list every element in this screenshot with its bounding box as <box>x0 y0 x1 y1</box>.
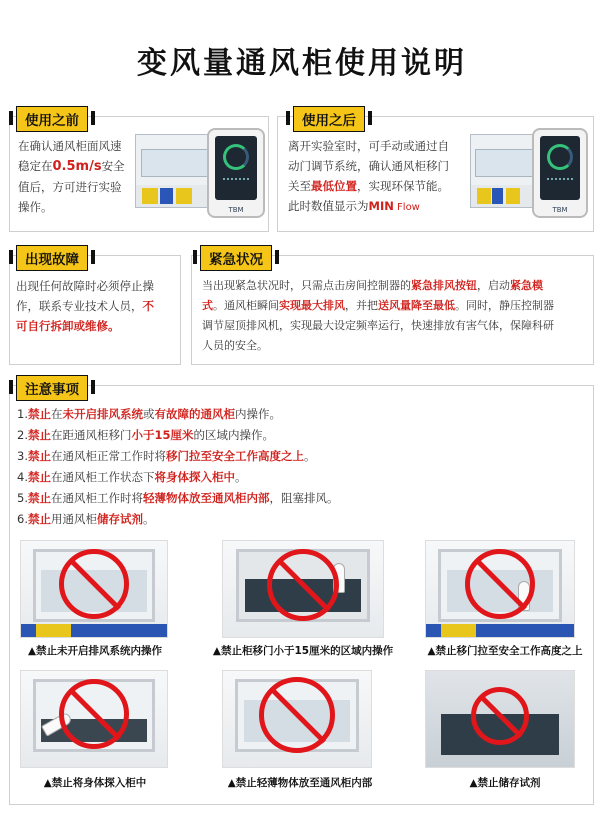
min-supply-text: 送风量降至最低 <box>378 299 455 312</box>
after-line-3 <box>288 176 478 196</box>
emergency-text <box>202 276 592 356</box>
note-item-b: 在通风柜工作状态下 <box>50 470 155 484</box>
prohibited-icon <box>59 549 129 619</box>
fault-line-2a: 作，联系专业技术人员， <box>16 299 143 313</box>
fume-hood-device-image <box>135 126 265 222</box>
fault-text <box>16 276 178 336</box>
emergency-button-text: 紧急排风按钮 <box>411 279 477 292</box>
caption-2: ▲禁止柜移门小于15厘米的区域内操作 <box>212 645 394 657</box>
note-item <box>17 425 338 446</box>
min-flow-value: MIN <box>368 199 394 213</box>
prohibited-icon <box>465 549 535 619</box>
controller-tablet-2 <box>532 128 588 218</box>
fault-line-2 <box>16 296 178 316</box>
note-item-b: 在距通风柜移门 <box>50 428 132 442</box>
prohibited-icon <box>59 679 129 749</box>
note-item-d: 或 <box>142 407 155 421</box>
note-item-f: 内操作。 <box>234 407 281 421</box>
tablet-brand: TBM <box>228 206 244 214</box>
note-item-b: 在通风柜工作时将 <box>50 491 143 505</box>
illustration-sash-too-high <box>425 540 575 638</box>
notes-list <box>17 404 338 530</box>
notes-tag: 注意事项 <box>16 375 88 401</box>
fault-tag: 出现故障 <box>16 245 88 271</box>
fume-hood-device-image-2 <box>470 126 588 222</box>
emergency-line-4: 人员的安全。 <box>202 339 268 352</box>
note-item-n: 2. <box>17 428 28 442</box>
caption-5: ▲禁止轻薄物体放至通风柜内部 <box>227 777 373 789</box>
before-line-3: 值后，方可进行实验 <box>18 180 122 194</box>
before-line-4: 操作。 <box>18 200 53 214</box>
prohibited-icon <box>471 687 529 745</box>
after-use-tag: 使用之后 <box>293 106 365 132</box>
note-item-n: 4. <box>17 470 28 484</box>
note-item-a: 禁止 <box>27 449 51 463</box>
air-speed-value: 0.5m/s <box>52 159 102 174</box>
after-line-3c: ，实现环保节能。 <box>357 179 449 193</box>
caption-6: ▲禁止储存试剂 <box>469 777 541 789</box>
prohibited-icon <box>259 677 335 753</box>
after-line-3a: 关至 <box>288 179 311 193</box>
note-item <box>17 467 338 488</box>
caption-1: ▲禁止未开启排风系统内操作 <box>27 645 163 657</box>
note-item <box>17 446 338 467</box>
after-line-1: 离开实验室时，可手动或通过自 <box>288 139 449 153</box>
lowest-position-text: 最低位置 <box>311 179 357 193</box>
after-line-4 <box>288 196 478 218</box>
illustration-sash-gap <box>222 540 384 638</box>
note-item-e: 有故障的通风柜 <box>154 407 235 421</box>
emergency-line-1c: ，启动 <box>477 279 510 292</box>
note-item-c: 将身体探入柜中 <box>154 470 235 484</box>
note-item-b: 在 <box>50 407 63 421</box>
note-item <box>17 509 338 530</box>
note-item-b: 在通风柜正常工作时将 <box>50 449 166 463</box>
caption-4: ▲禁止将身体探入柜中 <box>43 777 147 789</box>
note-item-n: 5. <box>17 491 28 505</box>
note-item-c: 未开启排风系统 <box>62 407 143 421</box>
emergency-line-2b: 。通风柜瞬间 <box>213 299 279 312</box>
note-item-n: 3. <box>17 449 28 463</box>
emergency-line-2f: 。同时，静压控制器 <box>455 299 554 312</box>
emergency-line-2 <box>202 296 592 316</box>
note-item-c: 储存试剂 <box>96 512 143 526</box>
emergency-line-1a: 当出现紧急状况时，只需点击房间控制器的 <box>202 279 411 292</box>
note-item-b: 用通风柜 <box>50 512 97 526</box>
emergency-line-3: 调节屋顶排风机，实现最大设定频率运行，快速排放有害气体，保障科研 <box>202 319 554 332</box>
note-item-n: 6. <box>17 512 28 526</box>
illustration-body-inside <box>20 670 168 768</box>
min-flow-unit: Flow <box>393 202 420 213</box>
note-item-c: 轻薄物体放至通风柜内部 <box>142 491 270 505</box>
before-line-2 <box>18 156 130 177</box>
note-item <box>17 488 338 509</box>
tablet-brand-2: TBM <box>552 206 568 214</box>
note-item-d: 。 <box>234 470 247 484</box>
note-item-a: 禁止 <box>27 470 51 484</box>
max-exhaust-text: 实现最大排风 <box>279 299 345 312</box>
illustration-no-exhaust <box>20 540 168 638</box>
note-item-d: 的区域内操作。 <box>193 428 274 442</box>
note-item-c: 小于15厘米 <box>131 428 194 442</box>
before-use-tag: 使用之前 <box>16 106 88 132</box>
note-item-d: 。 <box>142 512 155 526</box>
emergency-line-2a: 式 <box>202 299 213 312</box>
fault-line-3: 可自行拆卸或维修。 <box>16 319 120 333</box>
note-item-c: 移门拉至安全工作高度之上 <box>165 449 304 463</box>
illustration-thin-object <box>222 670 372 768</box>
after-line-4a: 此时数值显示为 <box>288 199 369 213</box>
note-item-a: 禁止 <box>27 428 51 442</box>
before-line-2c: 安全 <box>101 159 125 173</box>
emergency-line-1 <box>202 276 592 296</box>
page-title: 变风量通风柜使用说明 <box>137 46 467 81</box>
fault-line-1: 出现任何故障时必须停止操 <box>16 279 154 293</box>
emergency-mode-text: 紧急模 <box>510 279 543 292</box>
prohibited-icon <box>267 549 339 621</box>
note-item-n: 1. <box>17 407 28 421</box>
before-line-2a: 稳定在 <box>18 159 53 173</box>
illustration-store-reagents <box>425 670 575 768</box>
note-item-a: 禁止 <box>27 491 51 505</box>
after-line-2: 动门调节系统，确认通风柜移门 <box>288 159 449 173</box>
caption-3: ▲禁止移门拉至安全工作高度之上 <box>427 645 583 657</box>
note-item-a: 禁止 <box>27 407 51 421</box>
note-item-d: 。 <box>303 449 316 463</box>
note-item-d: ，阻塞排风。 <box>269 491 339 505</box>
note-item-a: 禁止 <box>27 512 51 526</box>
note-item <box>17 404 338 425</box>
fault-line-2b: 不 <box>142 299 154 313</box>
emergency-line-2d: ，并把 <box>345 299 378 312</box>
after-use-text <box>288 136 478 218</box>
before-use-text <box>18 136 130 217</box>
controller-tablet <box>207 128 265 218</box>
emergency-tag: 紧急状况 <box>200 245 272 271</box>
before-line-1: 在确认通风柜面风速 <box>18 139 122 153</box>
